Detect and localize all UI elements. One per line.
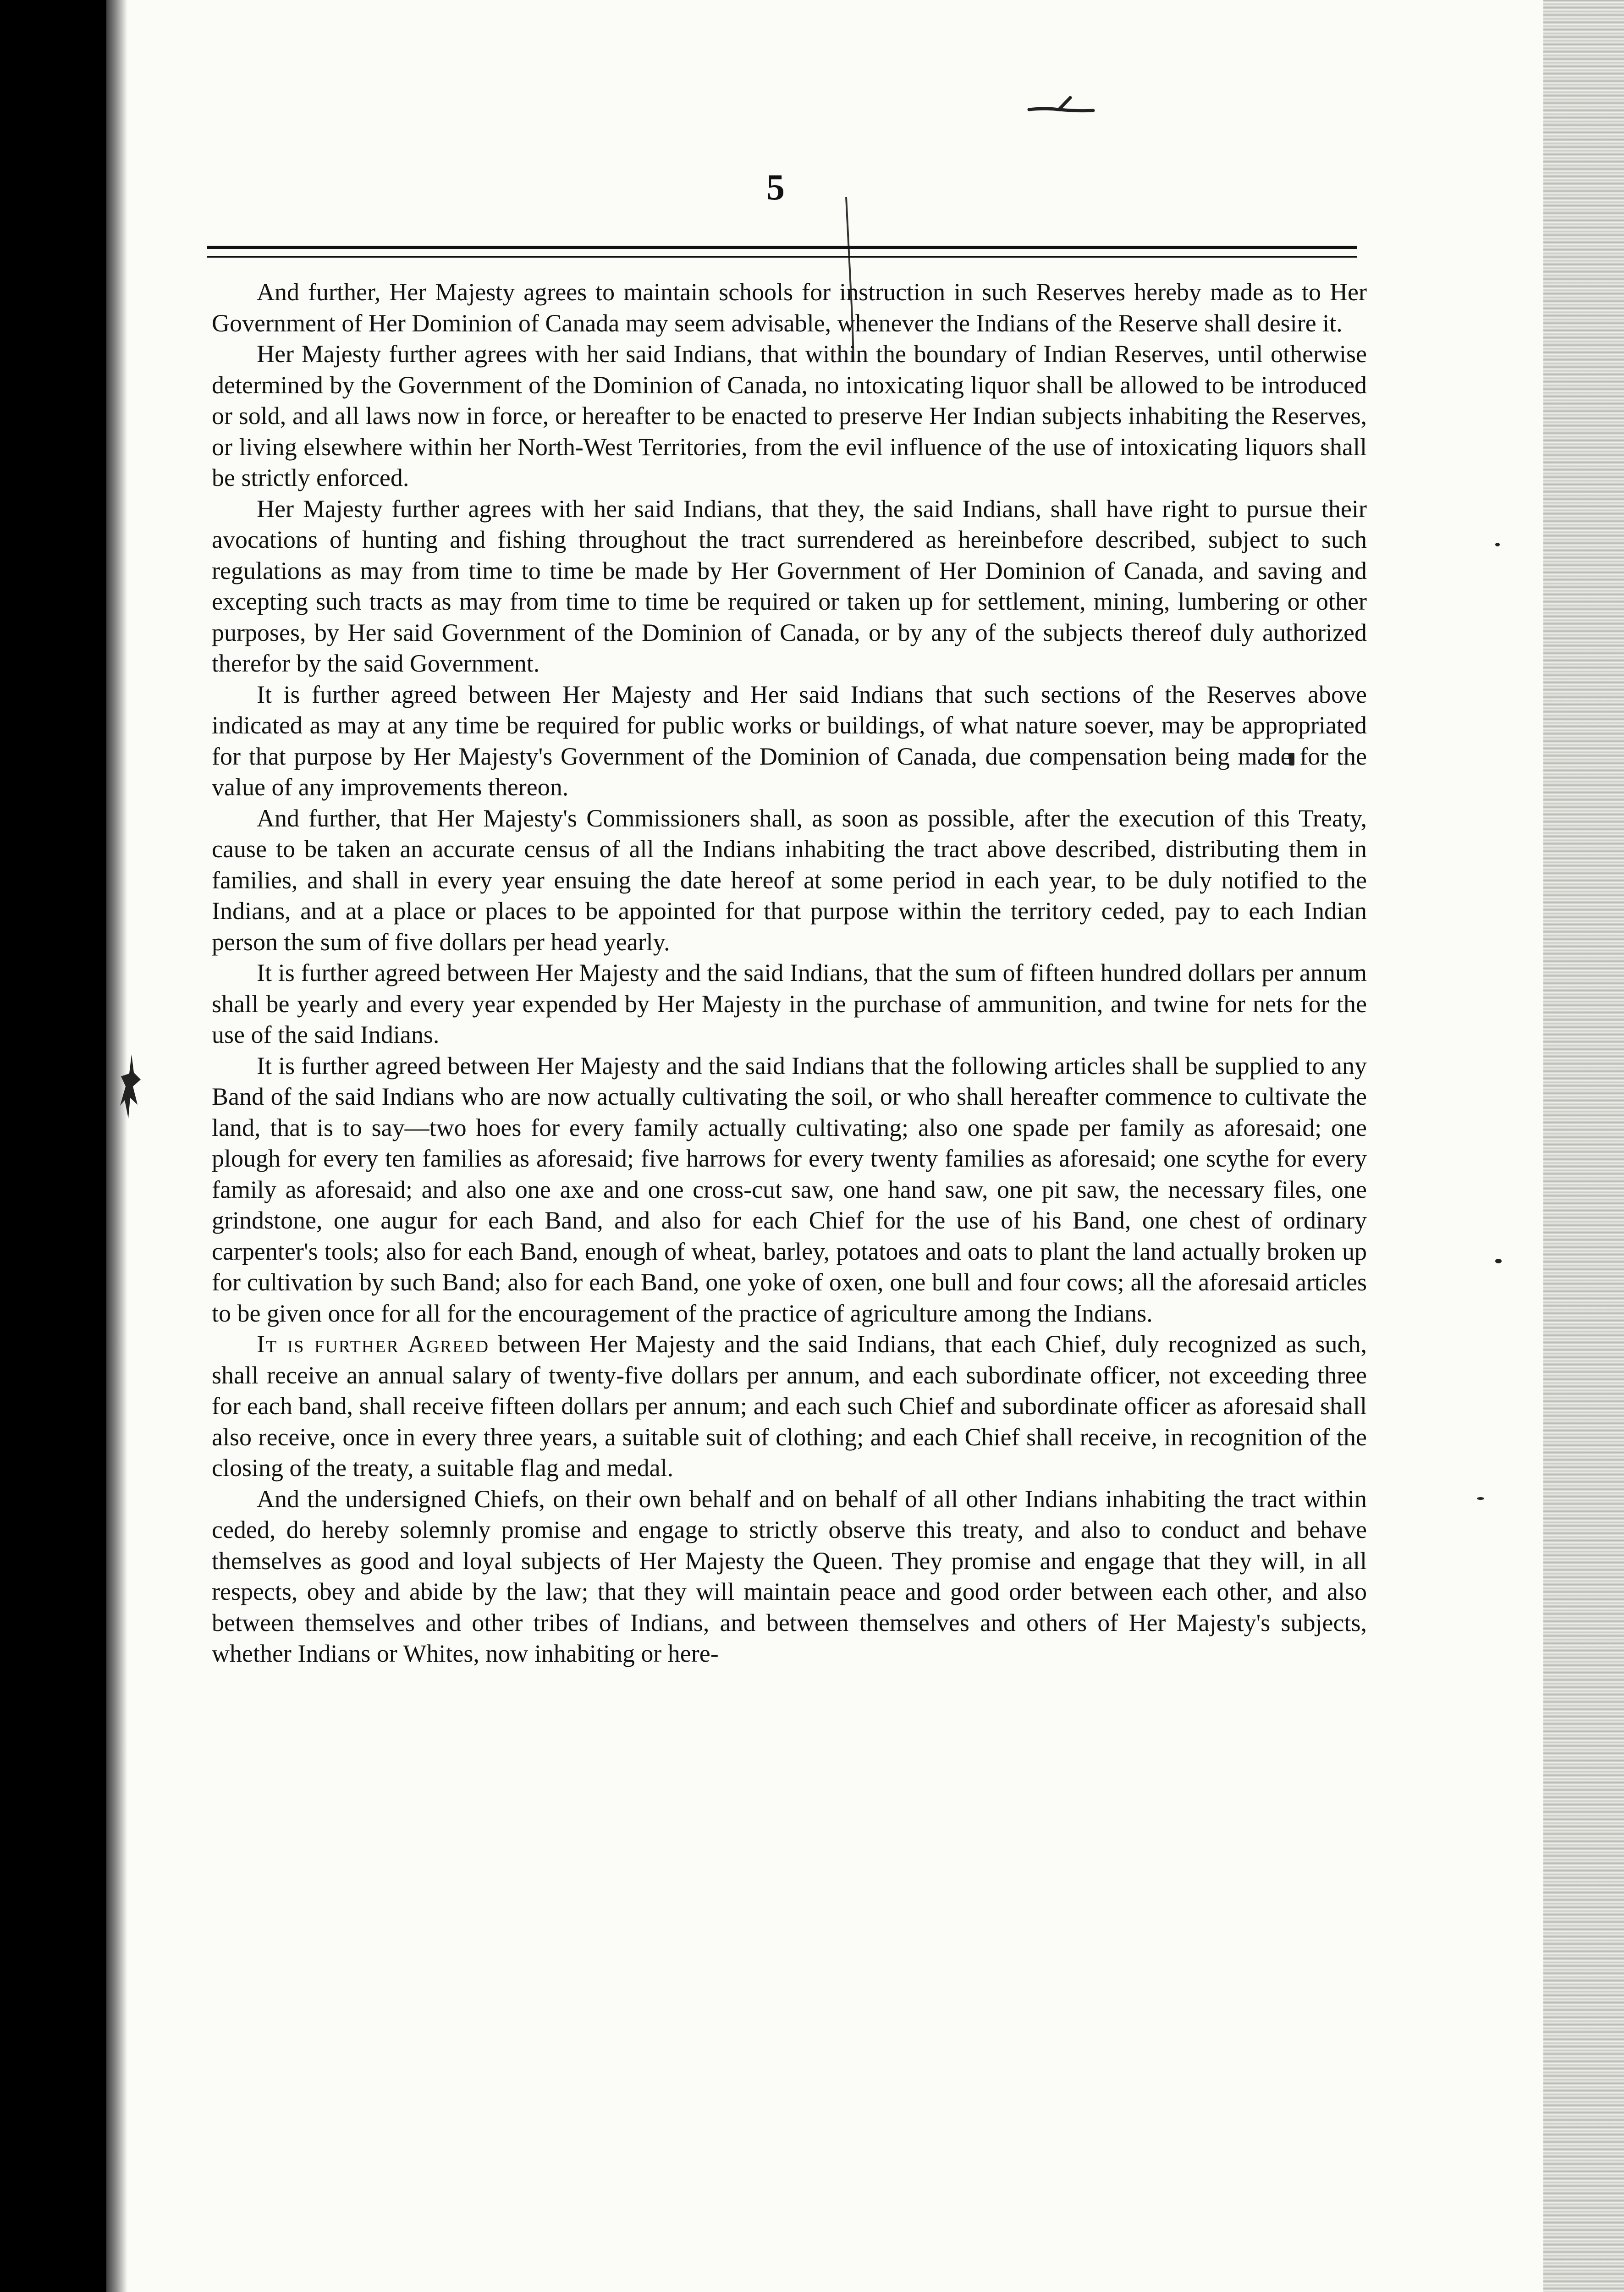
paragraph-census-payment: And further, that Her Majesty's Commissioners shall, as soon as possible, after the execution of this Treaty, cause to be taken an accurate census of all the Indians inhabiting the tract above described, distributing them in families, and shall in every year ensuing the date hereof at some period in each year, to be duly notified to the Indians, and at a place or places to be appointed for that purpose within the territory ceded, pay to each Indian person the sum of five dollars per head yearly. [212, 804, 1367, 956]
margin-ink-blot [120, 1054, 143, 1132]
header-rule-thick [207, 246, 1357, 249]
paragraph-chief-salary [212, 1329, 1367, 1484]
treaty-text-body [212, 277, 1367, 1669]
paragraph-schools: And further, Her Majesty agrees to maintain schools for instruction in such Reserves hereby made as to Her Government of Her Dominion of Canada may seem advisable, whenever the Indians of the Reserve shall desire it. [212, 278, 1367, 337]
page-edge-stack [1543, 0, 1624, 2292]
paragraph-chief-salary-text: between Her Majesty and the said Indians, that each Chief, duly recognized as such, shall receive an annual salary of twenty-five dollars per annum, and each subordinate officer, not exceeding three for each band, shall receive fifteen dollars per annum; and each such Chief and subordinate officer as aforesaid shall also receive, once in every three years, a suitable suit of clothing; and each Chief shall receive, in recognition of the closing of the treaty, a suitable flag and medal. [212, 1330, 1367, 1482]
paragraph-lead-caps: It is further Agreed [257, 1330, 490, 1358]
paragraph-public-works: It is further agreed between Her Majesty and Her said Indians that such sections of the Reserves above indicated as may at any time be required for public works or buildings, of what nature soever, may be appropriated for that purpose by Her Majesty's Government of the Dominion of Canada, due compensation being made for the value of any improvements thereon. [212, 680, 1367, 801]
paragraph-ammunition: It is further agreed between Her Majesty and the said Indians, that the sum of fifteen hundred dollars per annum shall be yearly and every year expended by Her Majesty in the purchase of ammunition, and twine for nets for the use of the said Indians. [212, 959, 1367, 1048]
paragraph-hunting-fishing: Her Majesty further agrees with her said Indians, that they, the said Indians, shall have right to pursue their avocations of hunting and fishing throughout the tract surrendered as hereinbefore described, subject to such regulations as may from time to time be made by Her Government of Her Dominion of Canada, and saving and excepting such tracts as may from time to time be required or taken up for settlement, mining, lumbering or other purposes, by Her said Government of the Dominion of Canada, or by any of the subjects thereof duly authorized therefor by the said Government. [212, 495, 1367, 677]
binding-shadow [106, 0, 127, 2292]
paragraph-chiefs-promise: And the undersigned Chiefs, on their own behalf and on behalf of all other Indians inhabiting the tract within ceded, do hereby solemnly promise and engage to strictly observe this treaty, and also to conduct and behave themselves as good and loyal subjects of Her Majesty the Queen. They promise and engage that they will, in all respects, obey and abide by the law; that they will maintain peace and good order between each other, and also between themselves and other tribes of Indians, and between themselves and others of Her Majesty's subjects, whether Indians or Whites, now inhabiting or here- [212, 1485, 1367, 1667]
paragraph-liquor: Her Majesty further agrees with her said Indians, that within the boundary of Indian Reserves, until otherwise determined by the Government of the Dominion of Canada, no intoxicating liquor shall be allowed to be introduced or sold, and all laws now in force, or hereafter to be enacted to preserve Her Indian subjects inhabiting the Reserves, or living elsewhere within her North-West Territories, from the evil influence of the use of intoxicating liquors shall be strictly enforced. [212, 340, 1367, 491]
margin-speck [1495, 543, 1500, 546]
margin-speck [1477, 1497, 1484, 1500]
pencil-mark [1027, 87, 1096, 115]
header-rule-thin [207, 256, 1357, 258]
margin-speck [1495, 1259, 1502, 1263]
paragraph-agriculture: It is further agreed between Her Majesty and the said Indians that the following articles shall be supplied to any Band of the said Indians who are now actually cultivating the soil, or who shall hereafter commence to cultivate the land, that is to say—two hoes for every family actually cultivating; also one spade per family as aforesaid; one plough for every ten families as aforesaid; five harrows for every twenty families as aforesaid; one scythe for every family as aforesaid; and also one axe and one cross-cut saw, one hand saw, one pit saw, the necessary files, one grindstone, one augur for each Band, and also for each Chief for the use of his Band, one chest of ordinary carpenter's tools; also for each Band, enough of wheat, barley, potatoes and oats to plant the land actually broken up for cultivation by such Band; also for each Band, one yoke of oxen, one bull and four cows; all the aforesaid articles to be given once for all for the encouragement of the practice of agriculture among the Indians. [212, 1052, 1367, 1327]
page-number: 5 [766, 167, 785, 208]
